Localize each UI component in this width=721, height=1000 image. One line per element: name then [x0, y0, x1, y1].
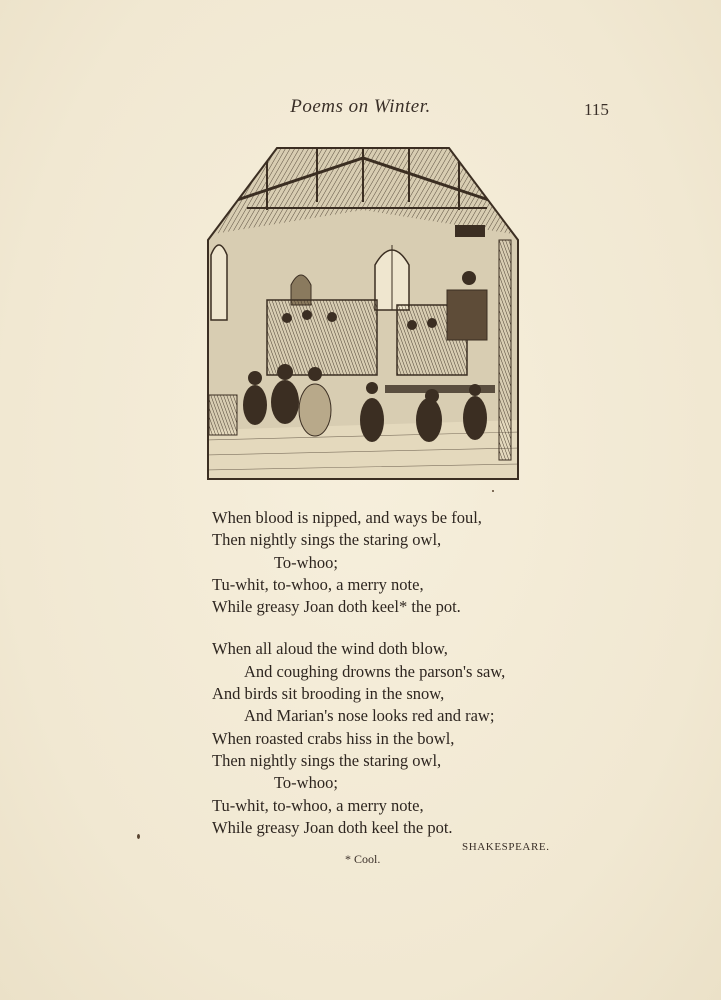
- poem-attribution: SHAKESPEARE.: [462, 841, 550, 853]
- poem-line: Tu-whit, to-whoo, a merry note,: [212, 795, 424, 815]
- poem-line: And coughing drowns the parson's saw,: [244, 661, 506, 681]
- poem-line: Then nightly sings the staring owl,: [212, 750, 442, 770]
- poem-line: When blood is nipped, and ways be foul,: [212, 508, 482, 527]
- paper-speck: [492, 490, 494, 492]
- poem-line: When roasted crabs hiss in the bowl,: [212, 728, 455, 748]
- poem: [212, 507, 542, 839]
- footnote: * Cool.: [345, 852, 381, 866]
- poem-line: Tu-whit, to-whoo, a merry note,: [212, 574, 424, 594]
- poem-line: While greasy Joan doth keel the pot.: [212, 817, 453, 837]
- poem-line: To-whoo;: [274, 773, 338, 793]
- stanza-1: [212, 507, 542, 618]
- page-number: 115: [584, 100, 609, 119]
- poem-line: And Marian's nose looks red and raw;: [244, 706, 495, 726]
- stanza-2: [212, 638, 542, 839]
- church-interior-illustration: [207, 140, 519, 480]
- poem-line: When all aloud the wind doth blow,: [212, 639, 448, 659]
- running-title: Poems on Winter.: [290, 96, 431, 117]
- poem-line: And birds sit brooding in the snow,: [212, 684, 445, 704]
- poem-line: Then nightly sings the staring owl,: [212, 530, 442, 550]
- paper-speck: [137, 834, 140, 839]
- poem-line: While greasy Joan doth keel* the pot.: [212, 597, 461, 617]
- poem-line: To-whoo;: [274, 552, 338, 572]
